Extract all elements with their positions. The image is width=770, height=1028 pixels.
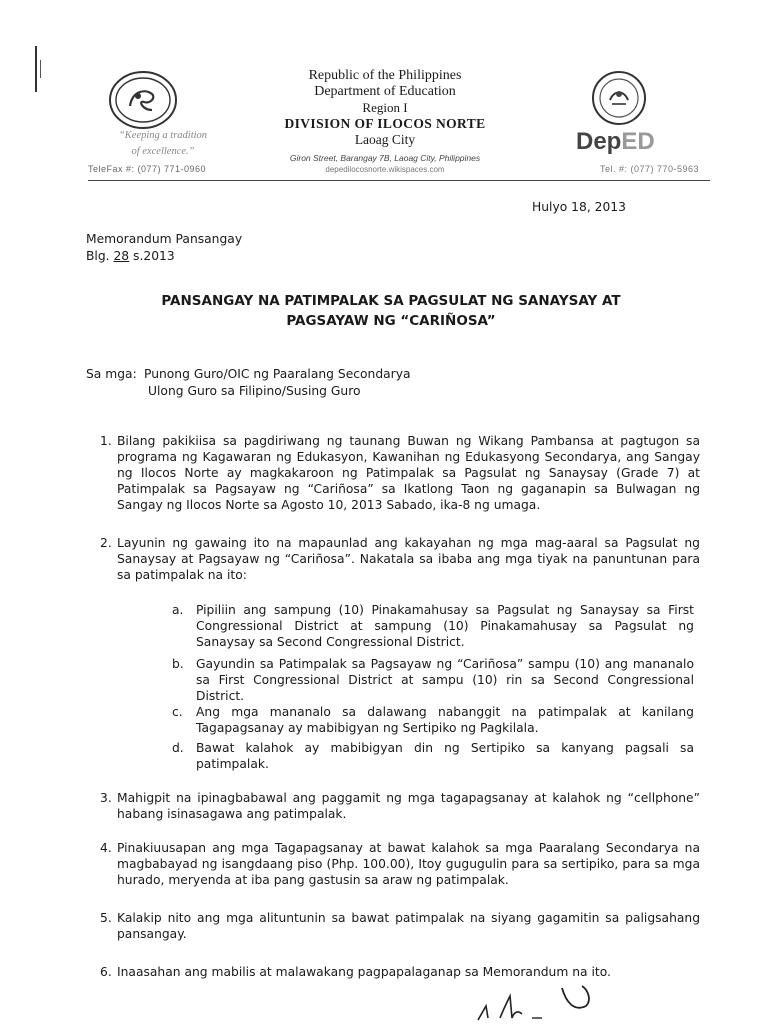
- sub-list-item-text: Ang mga mananalo sa dalawang nabanggit na patimpalak at kanilang Tagapagsanay ay mabibigyan ng Sertipiko ng Pagkilala.: [196, 705, 694, 735]
- margin-mark-small: [40, 60, 41, 78]
- telephone-right: Tel. #: (077) 770-5963: [600, 164, 700, 174]
- sub-list-item-letter: c.: [172, 705, 183, 719]
- memo-title-line-2: PAGSAYAW NG “CARIÑOSA”: [286, 313, 496, 329]
- sub-list-item-text: Bawat kalahok ay mabibigyan din ng Sertipiko sa kanyang pagsali sa patimpalak.: [196, 741, 694, 771]
- memo-title: [86, 291, 696, 331]
- list-item-number: 3.: [100, 791, 112, 805]
- list-item-text: Kalakip nito ang mga alituntunin sa bawat patimpalak na siyang gagamitin sa paligsahang pansangay.: [117, 911, 700, 941]
- list-item: [100, 840, 700, 888]
- memo-type: Memorandum Pansangay: [86, 232, 243, 246]
- recipient-line-1: Punong Guro/OIC ng Paaralang Secondarya: [144, 367, 411, 381]
- list-item-number: 4.: [100, 841, 112, 855]
- list-item-text: Bilang pakikiisa sa pagdiriwang ng taunang Buwan ng Wikang Pambansa at pagtugon sa programa ng Kagawaran ng Edukasyon, Kawanihan ng Edukasyong Secondarya, ang Sangay ng Ilocos Norte ay magkakaroon ng Patimpalak sa Pagsulat ng Sanaysay (Grade 7) at Patimpalak sa Pagsayaw ng “Cariñosa” sa Ikatlong Taon ng gaganapin sa Bulwagan ng Sangay ng Ilocos Norte sa Agosto 10, 2013 Sabado, ika-8 ng umaga.: [117, 434, 700, 512]
- list-item: [100, 433, 700, 513]
- list-item: [100, 964, 700, 980]
- website-line: depedilocosnorte.wikispaces.com: [325, 165, 445, 174]
- memo-number-line: [86, 248, 242, 265]
- list-item-text: Inaasahan ang mabilis at malawakang pagpapalaganap sa Memorandum na ito.: [117, 965, 611, 979]
- deped-seal-icon: [588, 70, 650, 130]
- list-item-number: 2.: [100, 536, 112, 550]
- deped-logo-icon: [576, 128, 655, 156]
- sub-list-item-text: Gayundin sa Patimpalak sa Pagsayaw ng “Cariñosa” sampu (10) ang mananalo sa First Congressional District at sampu (10) rin sa Second Congressional District.: [196, 657, 694, 703]
- republic-line: Republic of the Philippines: [308, 68, 462, 83]
- deped-logo-part-b: ED: [621, 128, 655, 155]
- list-item-number: 6.: [100, 965, 112, 979]
- list-item: [100, 790, 700, 822]
- margin-mark: [35, 46, 37, 92]
- division-line: DIVISION OF ILOCOS NORTE: [284, 116, 486, 131]
- memo-number-prefix: Blg.: [86, 249, 114, 263]
- header-divider: [88, 180, 710, 181]
- sub-list-item-letter: b.: [172, 657, 184, 671]
- department-line: Department of Education: [314, 84, 456, 99]
- telefax-left: TeleFax #: (077) 771-0960: [88, 164, 207, 174]
- list-item-text: Layunin ng gawaing ito na mapaunlad ang kakayahan ng mga mag-aaral sa Pagsulat ng Sanaysay at Pagsayaw ng “Cariñosa”. Nakatala sa ibaba ang mga tiyak na panuntunan para sa patimpalak na ito:: [117, 536, 700, 582]
- memo-number-suffix: s.2013: [129, 249, 175, 263]
- motto-line-2: of excellence.”: [131, 146, 195, 157]
- list-item: [100, 910, 700, 942]
- memo-number: 28: [113, 249, 130, 263]
- sub-list-item-letter: d.: [172, 741, 184, 755]
- memo-date: Hulyo 18, 2013: [532, 200, 626, 214]
- sub-list-item-letter: a.: [172, 603, 184, 617]
- address-line: Giron Street, Barangay 7B, Laoag City, Philippines: [289, 153, 481, 163]
- list-item: [100, 535, 700, 583]
- city-line: Laoag City: [354, 132, 416, 147]
- recipient-line-2: Ulong Guro sa Filipino/Susing Guro: [148, 384, 361, 398]
- sub-list-item-text: Pipiliin ang sampung (10) Pinakamahusay sa Pagsulat ng Sanaysay sa First Congressional District at sampung (10) Pinakamahusay sa Pagsulat ng Sanaysay sa Second Congressional District.: [196, 603, 694, 649]
- sub-list-item: [172, 704, 694, 736]
- list-item-text: Pinakiuusapan ang mga Tagapagsanay at bawat kalahok sa mga Paaralang Secondarya na magbabayad ng isangdaang piso (Php. 100.00), Itoy gugugulin para sa sertipiko, para sa mga hurado, meryenda at iba pang gastusin sa araw ng patimpalak.: [117, 841, 700, 887]
- list-item-number: 5.: [100, 911, 112, 925]
- memo-number-block: [86, 231, 242, 265]
- memo-title-line-1: PANSANGAY NA PATIMPALAK SA PAGSULAT NG SANAYSAY AT: [161, 293, 621, 309]
- list-item-number: 1.: [100, 434, 112, 448]
- sub-list-item: [172, 740, 694, 772]
- motto-line-1: “Keeping a tradition: [118, 130, 208, 141]
- recipients-block: [86, 366, 411, 400]
- deped-logo-part-a: Dep: [576, 128, 622, 155]
- region-line: Region I: [362, 100, 408, 115]
- letterhead: [240, 68, 530, 174]
- sub-list-item: [172, 656, 694, 704]
- list-item-text: Mahigpit na ipinagbabawal ang paggamit ng mga tagapagsanay at kalahok ng “cellphone” habang isinasagawa ang patimpalak.: [117, 791, 700, 821]
- division-seal-icon: [108, 70, 178, 134]
- sub-list-item: [172, 602, 694, 650]
- signature-icon: [470, 978, 610, 1028]
- division-motto: [88, 128, 238, 160]
- recipients-label: Sa mga:: [86, 367, 137, 381]
